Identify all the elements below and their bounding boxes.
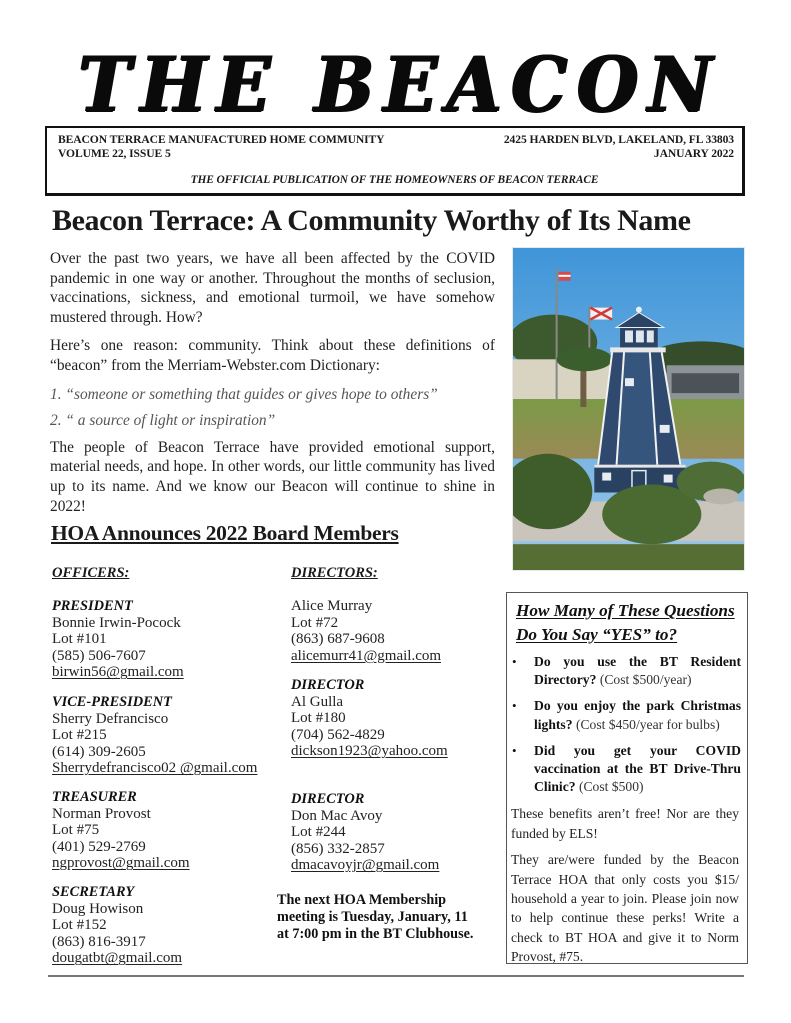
member-role: DIRECTOR bbox=[291, 677, 365, 693]
sidebar-paragraph: These benefits aren’t free! Nor are they funded by ELS! bbox=[511, 806, 739, 841]
member-email-link[interactable]: ngprovost@gmail.com bbox=[52, 855, 190, 872]
tagline: THE OFFICIAL PUBLICATION OF THE HOMEOWNERS OF BEACON TERRACE bbox=[190, 174, 599, 186]
officer-treasurer bbox=[52, 789, 190, 872]
definition-1: 1. “someone or something that guides or gives hope to others” bbox=[50, 385, 438, 403]
officers-heading: OFFICERS: bbox=[52, 565, 130, 581]
questions-list bbox=[511, 653, 741, 796]
header-info-box bbox=[45, 126, 745, 196]
community-address: 2425 HARDEN BLVD, LAKELAND, FL 33803 bbox=[503, 133, 734, 146]
meeting-announcement: The next HOA Membership meeting is Tuesday, January, 11 at 7:00 pm in the BT Clubhouse. bbox=[277, 892, 474, 942]
definition-2: 2. “ a source of light or inspiration” bbox=[50, 412, 276, 430]
member-email-link[interactable]: birwin56@gmail.com bbox=[52, 664, 184, 681]
member-lot: Lot #244 bbox=[291, 824, 346, 841]
member-name: Al Gulla bbox=[291, 693, 344, 710]
member-lot: Lot #101 bbox=[52, 631, 107, 648]
member-email-link[interactable]: Sherrydefrancisco02 @gmail.com bbox=[52, 760, 258, 777]
header-left bbox=[58, 133, 384, 161]
bullet-icon: • bbox=[512, 742, 517, 758]
bottom-divider bbox=[48, 975, 744, 977]
question-item bbox=[511, 653, 741, 689]
lighthouse-photo bbox=[512, 247, 745, 571]
hoa-section-title: HOA Announces 2022 Board Members bbox=[51, 521, 399, 545]
officer-vice-president bbox=[52, 694, 257, 777]
director-al-gulla bbox=[291, 677, 448, 760]
member-lot: Lot #152 bbox=[52, 917, 107, 934]
member-phone: (614) 309-2605 bbox=[52, 743, 146, 760]
question-cost: (Cost $500/year) bbox=[599, 672, 692, 688]
member-name: Sherry Defrancisco bbox=[52, 710, 169, 727]
bullet-icon: • bbox=[512, 698, 517, 714]
member-phone: (863) 816-3917 bbox=[52, 933, 146, 950]
issue-date: JANUARY 2022 bbox=[653, 147, 734, 160]
directors-heading: DIRECTORS: bbox=[291, 565, 378, 581]
member-lot: Lot #75 bbox=[52, 822, 100, 839]
member-name: Doug Howison bbox=[52, 900, 144, 917]
member-phone: (863) 687-9608 bbox=[291, 631, 385, 648]
question-text: Do you enjoy the park Christmas lights? bbox=[534, 698, 741, 732]
member-phone: (704) 562-4829 bbox=[291, 726, 385, 743]
member-lot: Lot #72 bbox=[291, 614, 339, 631]
officer-secretary bbox=[52, 884, 182, 967]
member-lot: Lot #180 bbox=[291, 710, 346, 727]
member-phone: (401) 529-2769 bbox=[52, 838, 146, 855]
officer-president bbox=[52, 598, 184, 681]
header-right bbox=[504, 133, 734, 161]
member-role: VICE-PRESIDENT bbox=[52, 694, 172, 710]
member-email-link[interactable]: alicemurr41@gmail.com bbox=[291, 647, 442, 664]
member-phone: (856) 332-2857 bbox=[291, 840, 385, 857]
member-email-link[interactable]: dickson1923@yahoo.com bbox=[291, 743, 448, 760]
sidebar-title: How Many of These Questions Do You Say “YES” to? bbox=[516, 601, 735, 644]
lighthouse-photo-icon bbox=[513, 248, 744, 570]
article-body bbox=[50, 249, 495, 525]
article-title: Beacon Terrace: A Community Worthy of Its Name bbox=[52, 204, 691, 237]
bullet-icon: • bbox=[512, 654, 517, 669]
question-cost: (Cost $450/year for bulbs) bbox=[575, 716, 720, 732]
director-don-mac-avoy bbox=[291, 791, 439, 874]
member-email-link[interactable]: dmacavoyjr@gmail.com bbox=[291, 857, 440, 874]
member-role: TREASURER bbox=[52, 789, 137, 805]
member-role: PRESIDENT bbox=[52, 598, 133, 614]
member-phone: (585) 506-7607 bbox=[52, 647, 146, 664]
question-cost: (Cost $500) bbox=[578, 779, 644, 795]
sidebar-paragraph: They are/were funded by the Beacon Terrace HOA that only costs you $15/ household a year to join. Please join now to help continue these perks! Write a check to BT HOA and give it to Norm Provost, #75. bbox=[511, 852, 739, 965]
article-closing: The people of Beacon Terrace have provided emotional support, material needs, and hope. In other words, our little community has lived up to its name. And we know our Beacon will continue to shine in 2022! bbox=[50, 438, 495, 515]
question-item bbox=[511, 697, 741, 733]
masthead bbox=[60, 39, 740, 130]
question-text: Did you get your COVID vaccination at the BT Drive-Thru Clinic? bbox=[534, 742, 741, 795]
question-text: Do you use the BT Resident Directory? bbox=[534, 654, 741, 688]
questions-sidebar bbox=[506, 592, 748, 964]
member-role: SECRETARY bbox=[52, 884, 135, 900]
community-name: BEACON TERRACE MANUFACTURED HOME COMMUNITY bbox=[58, 133, 385, 146]
member-name: Don Mac Avoy bbox=[291, 807, 383, 824]
newsletter-title: THE BEACON bbox=[78, 39, 722, 130]
volume-issue: VOLUME 22, ISSUE 5 bbox=[58, 147, 171, 160]
member-name: Norman Provost bbox=[52, 805, 151, 822]
article-paragraph: Here’s one reason: community. Think about these definitions of “beacon” from the Merriam-Webster.com Dictionary: bbox=[50, 337, 495, 374]
member-name: Bonnie Irwin-Pocock bbox=[52, 614, 181, 631]
member-name: Alice Murray bbox=[291, 598, 373, 614]
member-lot: Lot #215 bbox=[52, 727, 107, 744]
member-role: DIRECTOR bbox=[291, 791, 365, 807]
director-alice-murray bbox=[291, 598, 441, 664]
article-paragraph: Over the past two years, we have all been affected by the COVID pandemic in one way or another. Throughout the months of seclusion, vaccinations, sickness, and emotional turmoil, we have somehow mustered through. How? bbox=[50, 250, 495, 326]
question-item bbox=[511, 742, 741, 797]
member-email-link[interactable]: dougatbt@gmail.com bbox=[52, 950, 183, 967]
